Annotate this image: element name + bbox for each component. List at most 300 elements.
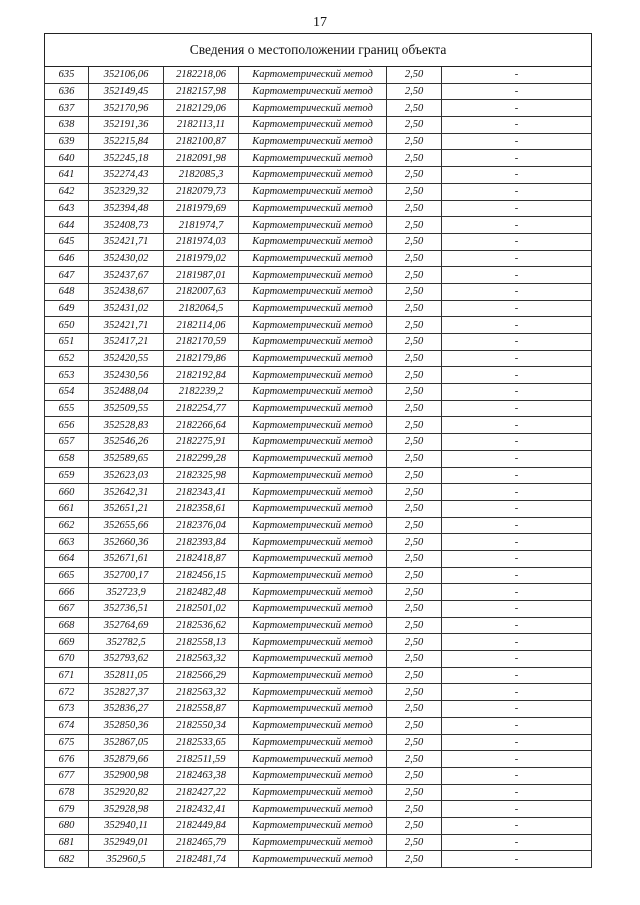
point-number-cell: 675: [45, 734, 89, 751]
point-number-cell: 640: [45, 150, 89, 167]
accuracy-cell: 2,50: [387, 851, 442, 868]
method-cell: Картометрический метод: [239, 684, 387, 701]
description-cell: -: [442, 100, 592, 117]
table-row: [45, 150, 592, 167]
point-number-cell: 645: [45, 233, 89, 250]
table-row: [45, 834, 592, 851]
table-row: [45, 701, 592, 718]
accuracy-cell: 2,50: [387, 217, 442, 234]
point-number-cell: 654: [45, 384, 89, 401]
table-row: [45, 684, 592, 701]
y-coordinate-cell: 2182566,29: [164, 667, 239, 684]
point-number-cell: 663: [45, 534, 89, 551]
description-cell: -: [442, 751, 592, 768]
description-cell: -: [442, 183, 592, 200]
method-cell: Картометрический метод: [239, 250, 387, 267]
point-number-cell: 648: [45, 283, 89, 300]
accuracy-cell: 2,50: [387, 484, 442, 501]
accuracy-cell: 2,50: [387, 834, 442, 851]
y-coordinate-cell: 2182114,06: [164, 317, 239, 334]
y-coordinate-cell: 2182550,34: [164, 717, 239, 734]
description-cell: -: [442, 317, 592, 334]
method-cell: Картометрический метод: [239, 584, 387, 601]
table-row: [45, 550, 592, 567]
point-number-cell: 639: [45, 133, 89, 150]
method-cell: Картометрический метод: [239, 267, 387, 284]
method-cell: Картометрический метод: [239, 701, 387, 718]
point-number-cell: 661: [45, 500, 89, 517]
y-coordinate-cell: 2182007,63: [164, 283, 239, 300]
point-number-cell: 677: [45, 767, 89, 784]
description-cell: -: [442, 400, 592, 417]
x-coordinate-cell: 352723,9: [89, 584, 164, 601]
point-number-cell: 647: [45, 267, 89, 284]
accuracy-cell: 2,50: [387, 300, 442, 317]
y-coordinate-cell: 2182558,13: [164, 634, 239, 651]
method-cell: Картометрический метод: [239, 534, 387, 551]
x-coordinate-cell: 352623,03: [89, 467, 164, 484]
accuracy-cell: 2,50: [387, 250, 442, 267]
accuracy-cell: 2,50: [387, 500, 442, 517]
point-number-cell: 665: [45, 567, 89, 584]
accuracy-cell: 2,50: [387, 384, 442, 401]
accuracy-cell: 2,50: [387, 200, 442, 217]
table-row: [45, 500, 592, 517]
y-coordinate-cell: 2182536,62: [164, 617, 239, 634]
x-coordinate-cell: 352811,05: [89, 667, 164, 684]
accuracy-cell: 2,50: [387, 450, 442, 467]
accuracy-cell: 2,50: [387, 417, 442, 434]
description-cell: -: [442, 801, 592, 818]
point-number-cell: 671: [45, 667, 89, 684]
y-coordinate-cell: 2182427,22: [164, 784, 239, 801]
table-row: [45, 667, 592, 684]
x-coordinate-cell: 352764,69: [89, 617, 164, 634]
method-cell: Картометрический метод: [239, 851, 387, 868]
x-coordinate-cell: 352408,73: [89, 217, 164, 234]
method-cell: Картометрический метод: [239, 717, 387, 734]
table-row: [45, 334, 592, 351]
accuracy-cell: 2,50: [387, 617, 442, 634]
table-body: [45, 67, 592, 868]
x-coordinate-cell: 352827,37: [89, 684, 164, 701]
accuracy-cell: 2,50: [387, 567, 442, 584]
x-coordinate-cell: 352430,56: [89, 367, 164, 384]
method-cell: Картометрический метод: [239, 183, 387, 200]
method-cell: Картометрический метод: [239, 100, 387, 117]
y-coordinate-cell: 2182239,2: [164, 384, 239, 401]
method-cell: Картометрический метод: [239, 517, 387, 534]
table-row: [45, 100, 592, 117]
x-coordinate-cell: 352782,5: [89, 634, 164, 651]
y-coordinate-cell: 2182064,5: [164, 300, 239, 317]
table-row: [45, 417, 592, 434]
method-cell: Картометрический метод: [239, 450, 387, 467]
point-number-cell: 637: [45, 100, 89, 117]
y-coordinate-cell: 2181974,03: [164, 233, 239, 250]
point-number-cell: 657: [45, 434, 89, 451]
y-coordinate-cell: 2182170,59: [164, 334, 239, 351]
description-cell: -: [442, 634, 592, 651]
y-coordinate-cell: 2182563,32: [164, 684, 239, 701]
point-number-cell: 656: [45, 417, 89, 434]
point-number-cell: 679: [45, 801, 89, 818]
x-coordinate-cell: 352509,55: [89, 400, 164, 417]
method-cell: Картометрический метод: [239, 150, 387, 167]
accuracy-cell: 2,50: [387, 517, 442, 534]
table-row: [45, 350, 592, 367]
x-coordinate-cell: 352589,65: [89, 450, 164, 467]
point-number-cell: 673: [45, 701, 89, 718]
table-row: [45, 267, 592, 284]
accuracy-cell: 2,50: [387, 233, 442, 250]
y-coordinate-cell: 2182325,98: [164, 467, 239, 484]
x-coordinate-cell: 352149,45: [89, 83, 164, 100]
x-coordinate-cell: 352329,32: [89, 183, 164, 200]
point-number-cell: 658: [45, 450, 89, 467]
description-cell: -: [442, 667, 592, 684]
method-cell: Картометрический метод: [239, 467, 387, 484]
method-cell: Картометрический метод: [239, 67, 387, 84]
point-number-cell: 655: [45, 400, 89, 417]
y-coordinate-cell: 2182179,86: [164, 350, 239, 367]
point-number-cell: 680: [45, 817, 89, 834]
table-row: [45, 200, 592, 217]
x-coordinate-cell: 352106,06: [89, 67, 164, 84]
description-cell: -: [442, 484, 592, 501]
point-number-cell: 676: [45, 751, 89, 768]
table-row: [45, 567, 592, 584]
point-number-cell: 651: [45, 334, 89, 351]
x-coordinate-cell: 352437,67: [89, 267, 164, 284]
accuracy-cell: 2,50: [387, 400, 442, 417]
method-cell: Картометрический метод: [239, 484, 387, 501]
table-caption: Сведения о местоположении границ объекта: [45, 34, 592, 67]
x-coordinate-cell: 352850,36: [89, 717, 164, 734]
table-row: [45, 300, 592, 317]
x-coordinate-cell: 352655,66: [89, 517, 164, 534]
method-cell: Картометрический метод: [239, 400, 387, 417]
accuracy-cell: 2,50: [387, 167, 442, 184]
table-row: [45, 617, 592, 634]
y-coordinate-cell: 2182218,06: [164, 67, 239, 84]
x-coordinate-cell: 352660,36: [89, 534, 164, 551]
point-number-cell: 636: [45, 83, 89, 100]
y-coordinate-cell: 2182511,59: [164, 751, 239, 768]
table-row: [45, 851, 592, 868]
table-row: [45, 517, 592, 534]
table-row: [45, 817, 592, 834]
method-cell: Картометрический метод: [239, 734, 387, 751]
y-coordinate-cell: 2182266,64: [164, 417, 239, 434]
table-row: [45, 751, 592, 768]
y-coordinate-cell: 2182113,11: [164, 117, 239, 134]
boundary-coordinates-table: [44, 33, 592, 868]
accuracy-cell: 2,50: [387, 801, 442, 818]
y-coordinate-cell: 2182463,38: [164, 767, 239, 784]
description-cell: -: [442, 367, 592, 384]
method-cell: Картометрический метод: [239, 117, 387, 134]
x-coordinate-cell: 352793,62: [89, 651, 164, 668]
description-cell: -: [442, 567, 592, 584]
y-coordinate-cell: 2182449,84: [164, 817, 239, 834]
description-cell: -: [442, 67, 592, 84]
table-row: [45, 634, 592, 651]
accuracy-cell: 2,50: [387, 634, 442, 651]
x-coordinate-cell: 352420,55: [89, 350, 164, 367]
description-cell: -: [442, 717, 592, 734]
point-number-cell: 662: [45, 517, 89, 534]
table-row: [45, 584, 592, 601]
accuracy-cell: 2,50: [387, 701, 442, 718]
table-row: [45, 217, 592, 234]
table-row: [45, 317, 592, 334]
x-coordinate-cell: 352170,96: [89, 100, 164, 117]
method-cell: Картометрический метод: [239, 283, 387, 300]
accuracy-cell: 2,50: [387, 767, 442, 784]
x-coordinate-cell: 352394,48: [89, 200, 164, 217]
x-coordinate-cell: 352920,82: [89, 784, 164, 801]
accuracy-cell: 2,50: [387, 367, 442, 384]
y-coordinate-cell: 2182481,74: [164, 851, 239, 868]
method-cell: Картометрический метод: [239, 167, 387, 184]
y-coordinate-cell: 2182482,48: [164, 584, 239, 601]
table-row: [45, 484, 592, 501]
y-coordinate-cell: 2182254,77: [164, 400, 239, 417]
accuracy-cell: 2,50: [387, 817, 442, 834]
x-coordinate-cell: 352430,02: [89, 250, 164, 267]
x-coordinate-cell: 352488,04: [89, 384, 164, 401]
description-cell: -: [442, 617, 592, 634]
method-cell: Картометрический метод: [239, 567, 387, 584]
table-row: [45, 367, 592, 384]
y-coordinate-cell: 2182275,91: [164, 434, 239, 451]
description-cell: -: [442, 434, 592, 451]
y-coordinate-cell: 2182563,32: [164, 651, 239, 668]
table-row: [45, 233, 592, 250]
description-cell: -: [442, 200, 592, 217]
description-cell: -: [442, 534, 592, 551]
table-row: [45, 767, 592, 784]
accuracy-cell: 2,50: [387, 734, 442, 751]
x-coordinate-cell: 352191,36: [89, 117, 164, 134]
y-coordinate-cell: 2182100,87: [164, 133, 239, 150]
description-cell: -: [442, 784, 592, 801]
y-coordinate-cell: 2182418,87: [164, 550, 239, 567]
description-cell: -: [442, 150, 592, 167]
point-number-cell: 652: [45, 350, 89, 367]
table-row: [45, 534, 592, 551]
accuracy-cell: 2,50: [387, 350, 442, 367]
point-number-cell: 668: [45, 617, 89, 634]
point-number-cell: 678: [45, 784, 89, 801]
accuracy-cell: 2,50: [387, 100, 442, 117]
method-cell: Картометрический метод: [239, 350, 387, 367]
point-number-cell: 644: [45, 217, 89, 234]
method-cell: Картометрический метод: [239, 334, 387, 351]
x-coordinate-cell: 352900,98: [89, 767, 164, 784]
y-coordinate-cell: 2182091,98: [164, 150, 239, 167]
point-number-cell: 641: [45, 167, 89, 184]
x-coordinate-cell: 352438,67: [89, 283, 164, 300]
table-row: [45, 67, 592, 84]
table-row: [45, 734, 592, 751]
method-cell: Картометрический метод: [239, 500, 387, 517]
accuracy-cell: 2,50: [387, 601, 442, 618]
x-coordinate-cell: 352546,26: [89, 434, 164, 451]
description-cell: -: [442, 701, 592, 718]
description-cell: -: [442, 550, 592, 567]
table-row: [45, 283, 592, 300]
x-coordinate-cell: 352700,17: [89, 567, 164, 584]
method-cell: Картометрический метод: [239, 651, 387, 668]
description-cell: -: [442, 851, 592, 868]
point-number-cell: 649: [45, 300, 89, 317]
x-coordinate-cell: 352836,27: [89, 701, 164, 718]
y-coordinate-cell: 2182432,41: [164, 801, 239, 818]
description-cell: -: [442, 334, 592, 351]
accuracy-cell: 2,50: [387, 117, 442, 134]
y-coordinate-cell: 2181979,02: [164, 250, 239, 267]
description-cell: -: [442, 133, 592, 150]
x-coordinate-cell: 352215,84: [89, 133, 164, 150]
description-cell: -: [442, 384, 592, 401]
y-coordinate-cell: 2182299,28: [164, 450, 239, 467]
table-row: [45, 467, 592, 484]
accuracy-cell: 2,50: [387, 667, 442, 684]
description-cell: -: [442, 500, 592, 517]
point-number-cell: 635: [45, 67, 89, 84]
x-coordinate-cell: 352417,21: [89, 334, 164, 351]
point-number-cell: 670: [45, 651, 89, 668]
y-coordinate-cell: 2182376,04: [164, 517, 239, 534]
point-number-cell: 666: [45, 584, 89, 601]
y-coordinate-cell: 2182343,41: [164, 484, 239, 501]
table-row: [45, 434, 592, 451]
method-cell: Картометрический метод: [239, 617, 387, 634]
method-cell: Картометрический метод: [239, 83, 387, 100]
description-cell: -: [442, 467, 592, 484]
accuracy-cell: 2,50: [387, 534, 442, 551]
description-cell: -: [442, 767, 592, 784]
description-cell: -: [442, 601, 592, 618]
x-coordinate-cell: 352528,83: [89, 417, 164, 434]
x-coordinate-cell: 352421,71: [89, 233, 164, 250]
description-cell: -: [442, 217, 592, 234]
x-coordinate-cell: 352651,21: [89, 500, 164, 517]
accuracy-cell: 2,50: [387, 751, 442, 768]
description-cell: -: [442, 350, 592, 367]
description-cell: -: [442, 167, 592, 184]
x-coordinate-cell: 352879,66: [89, 751, 164, 768]
accuracy-cell: 2,50: [387, 317, 442, 334]
method-cell: Картометрический метод: [239, 801, 387, 818]
point-number-cell: 682: [45, 851, 89, 868]
description-cell: -: [442, 117, 592, 134]
description-cell: -: [442, 517, 592, 534]
table-row: [45, 133, 592, 150]
y-coordinate-cell: 2181979,69: [164, 200, 239, 217]
method-cell: Картометрический метод: [239, 767, 387, 784]
y-coordinate-cell: 2182358,61: [164, 500, 239, 517]
method-cell: Картометрический метод: [239, 550, 387, 567]
x-coordinate-cell: 352245,18: [89, 150, 164, 167]
accuracy-cell: 2,50: [387, 83, 442, 100]
table-row: [45, 801, 592, 818]
x-coordinate-cell: 352671,61: [89, 550, 164, 567]
y-coordinate-cell: 2182533,65: [164, 734, 239, 751]
description-cell: -: [442, 450, 592, 467]
accuracy-cell: 2,50: [387, 183, 442, 200]
table-row: [45, 651, 592, 668]
x-coordinate-cell: 352928,98: [89, 801, 164, 818]
point-number-cell: 646: [45, 250, 89, 267]
point-number-cell: 669: [45, 634, 89, 651]
description-cell: -: [442, 300, 592, 317]
description-cell: -: [442, 584, 592, 601]
x-coordinate-cell: 352736,51: [89, 601, 164, 618]
description-cell: -: [442, 417, 592, 434]
point-number-cell: 642: [45, 183, 89, 200]
description-cell: -: [442, 283, 592, 300]
point-number-cell: 674: [45, 717, 89, 734]
table-row: [45, 400, 592, 417]
y-coordinate-cell: 2181974,7: [164, 217, 239, 234]
accuracy-cell: 2,50: [387, 133, 442, 150]
y-coordinate-cell: 2182192,84: [164, 367, 239, 384]
method-cell: Картометрический метод: [239, 217, 387, 234]
method-cell: Картометрический метод: [239, 834, 387, 851]
accuracy-cell: 2,50: [387, 334, 442, 351]
table-row: [45, 183, 592, 200]
x-coordinate-cell: 352421,71: [89, 317, 164, 334]
y-coordinate-cell: 2182085,3: [164, 167, 239, 184]
y-coordinate-cell: 2182129,06: [164, 100, 239, 117]
y-coordinate-cell: 2182157,98: [164, 83, 239, 100]
description-cell: -: [442, 817, 592, 834]
method-cell: Картометрический метод: [239, 434, 387, 451]
description-cell: -: [442, 651, 592, 668]
point-number-cell: 664: [45, 550, 89, 567]
table-row: [45, 167, 592, 184]
x-coordinate-cell: 352431,02: [89, 300, 164, 317]
table-row: [45, 83, 592, 100]
x-coordinate-cell: 352960,5: [89, 851, 164, 868]
point-number-cell: 659: [45, 467, 89, 484]
point-number-cell: 681: [45, 834, 89, 851]
method-cell: Картометрический метод: [239, 417, 387, 434]
point-number-cell: 672: [45, 684, 89, 701]
y-coordinate-cell: 2182501,02: [164, 601, 239, 618]
method-cell: Картометрический метод: [239, 384, 387, 401]
x-coordinate-cell: 352642,31: [89, 484, 164, 501]
method-cell: Картометрический метод: [239, 751, 387, 768]
x-coordinate-cell: 352867,05: [89, 734, 164, 751]
point-number-cell: 653: [45, 367, 89, 384]
table-row: [45, 117, 592, 134]
method-cell: Картометрический метод: [239, 667, 387, 684]
y-coordinate-cell: 2182393,84: [164, 534, 239, 551]
description-cell: -: [442, 684, 592, 701]
method-cell: Картометрический метод: [239, 133, 387, 150]
description-cell: -: [442, 734, 592, 751]
description-cell: -: [442, 233, 592, 250]
y-coordinate-cell: 2182558,87: [164, 701, 239, 718]
description-cell: -: [442, 250, 592, 267]
method-cell: Картометрический метод: [239, 601, 387, 618]
accuracy-cell: 2,50: [387, 434, 442, 451]
accuracy-cell: 2,50: [387, 717, 442, 734]
